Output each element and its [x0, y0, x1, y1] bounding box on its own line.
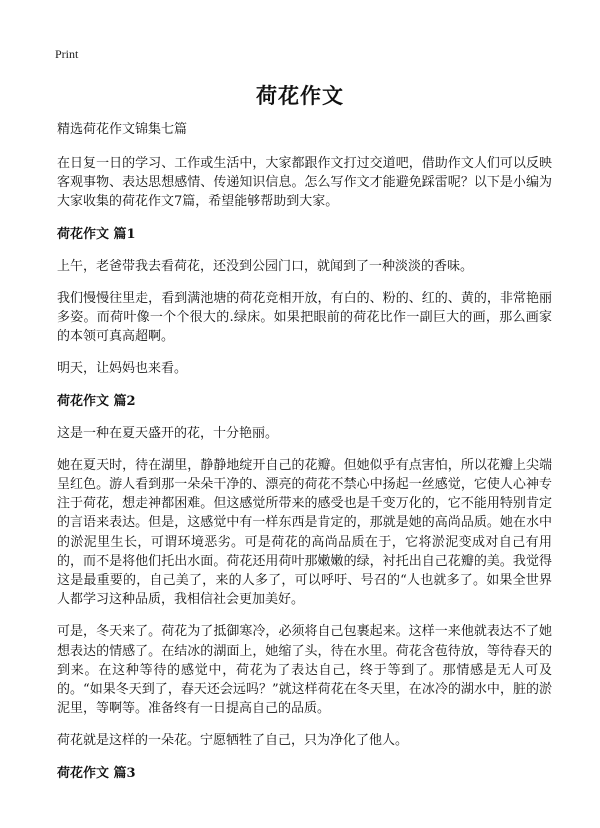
section1-paragraph-1: 上午，老爸带我去看荷花，还没到公园门口，就闻到了一种淡淡的香味。 [57, 258, 474, 274]
section2-paragraph-2: 她在夏天时，待在湖里，静静地绽开自己的花瓣。但她似乎有点害怕，所以花瓣上尖端呈红色。游人看到那一朵朵干净的、漂亮的荷花不禁心中扬起一丝感觉，它使人心神专注于荷花，想走神都困难。但这感觉所带来的感受也是千变万化的，它不能用特别肯定的言语来表达。但是，这感觉中有一样东西是肯定的，那就是她的高尚品质。她在水中的淤泥里生长，可谓环境恶劣。可是荷花的高尚品质在于，它将淤泥变成对自己有用的，而不是将他们托出水面。荷花还用荷叶那嫩嫩的绿，衬托出自己花瓣的美。我觉得这是最重要的，自己美了，来的人多了，可以呼吁、号召的“人也就多了。如果全世界人都学习这种品质，我相信社会更加美好。 [57, 457, 552, 608]
document-body [57, 120, 552, 796]
document-subtitle: 精选荷花作文锦集七篇 [57, 122, 188, 137]
section2-paragraph-3: 可是，冬天来了。荷花为了抵御寒冷，必须将自己包裹起来。这样一来他就表达不了她想表达的情感了。在结冰的湖面上，她缩了头，待在水里。荷花含苞待放，等待春天的到来。在这种等待的感觉中，荷花为了表达自己，终于等到了。那情感是无人可及的。“如果冬天到了，春天还会远吗？”就这样荷花在冬天里，在冰冷的湖水中，脏的淤泥里，等啊等。准备终有一日提高自己的品质。 [57, 624, 552, 717]
section-heading-1: 荷花作文 篇1 [57, 226, 136, 242]
section1-paragraph-2: 我们慢慢往里走，看到满池塘的荷花竞相开放，有白的、粉的、红的、黄的，非常艳丽多姿。而荷叶像一个个很大的.绿床。如果把眼前的荷花比作一副巨大的画，那么画家的本领可真高超啊。 [57, 290, 552, 345]
document-title: 荷花作文 [256, 83, 344, 108]
section2-paragraph-1: 这是一种在夏天盛开的花，十分艳丽。 [57, 425, 279, 441]
print-label: Print [55, 47, 79, 61]
intro-paragraph: 在日复一日的学习、工作或生活中，大家都跟作文打过交道吧，借助作文人们可以反映客观事物、表达思想感情、传递知识信息。怎么写作文才能避免踩雷呢？以下是小编为大家收集的荷花作文7篇，希望能够帮助到大家。 [57, 156, 552, 210]
section-heading-2: 荷花作文 篇2 [57, 393, 136, 409]
section1-paragraph-3: 明天，让妈妈也来看。 [57, 361, 188, 377]
section-heading-3: 荷花作文 篇3 [57, 765, 136, 781]
section2-paragraph-4: 荷花就是这样的一朵花。宁愿牺牲了自己，只为净化了他人。 [57, 733, 409, 749]
